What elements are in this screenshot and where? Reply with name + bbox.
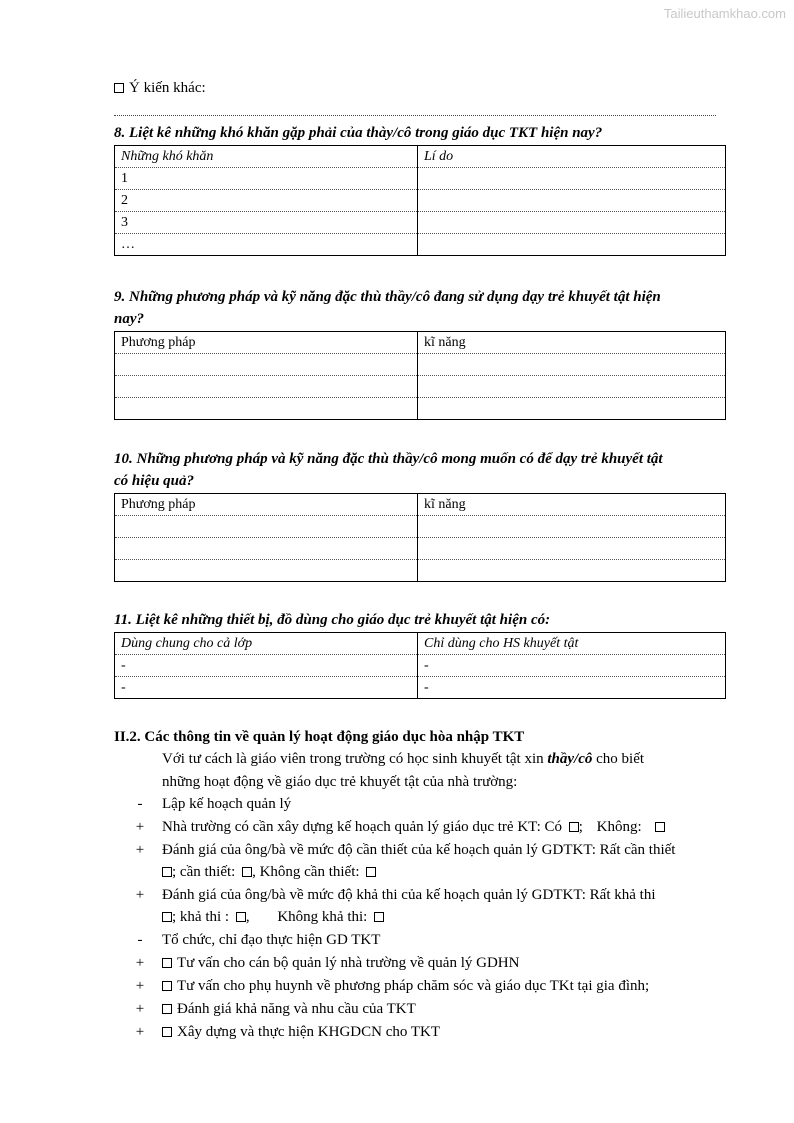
q8-reason-cell[interactable] [418, 212, 726, 234]
q11-title: 11. Liệt kê những thiết bị, đồ dùng cho giáo dục trẻ khuyết tật hiện có: [114, 612, 551, 628]
item-organize: Tổ chức, chỉ đạo thực hiện GD TKT [162, 932, 381, 948]
checkbox-icon[interactable] [236, 912, 246, 922]
intro-emphasis: thầy/cô [547, 751, 593, 767]
q9-table [114, 331, 726, 420]
org-item-text: Xây dựng và thực hiện KHGDCN cho TKT [177, 1024, 441, 1040]
eval-need-line1: Đánh giá của ông/bà về mức độ cần thiết của kế hoạch quản lý GDTKT: Rất cần thiết [162, 842, 676, 858]
q11-header-disabled-only: Chỉ dùng cho HS khuyết tật [418, 633, 726, 655]
org-item [162, 955, 519, 972]
q8-title: 8. Liệt kê những khó khăn gặp phải của thày/cô trong giáo dục TKT hiện nay? [114, 125, 603, 141]
q9-header-method: Phương pháp [115, 332, 418, 354]
checkbox-icon[interactable] [162, 912, 172, 922]
checkbox-icon[interactable] [162, 981, 172, 991]
table-row [115, 655, 726, 677]
section-title: II.2. Các thông tin về quản lý hoạt động giáo dục hòa nhập TKT [114, 729, 525, 745]
q9-title-line2: nay? [114, 311, 144, 327]
table-row [115, 234, 726, 256]
q9-method-cell[interactable] [115, 354, 418, 376]
q10-method-cell[interactable] [115, 538, 418, 560]
plan-need-text: Nhà trường có cần xây dựng kế hoạch quản lý giáo dục trẻ KT: Có [162, 819, 562, 835]
plan-need-line: Nhà trường có cần xây dựng kế hoạch quản lý giáo dục trẻ KT: Có ; Không: [162, 819, 665, 836]
q11-table [114, 632, 726, 699]
table-row [115, 190, 726, 212]
org-item-text: Đánh giá khả năng và nhu cầu của TKT [177, 1001, 416, 1017]
intro-text: Với tư cách là giáo viên trong trường có học sinh khuyết tật xin [162, 751, 548, 767]
eval-need-text: , Không cần thiết: [252, 864, 360, 880]
table-row [115, 516, 726, 538]
table-row [115, 376, 726, 398]
other-opinion-line [114, 80, 206, 97]
q10-method-cell[interactable] [115, 516, 418, 538]
checkbox-icon[interactable] [162, 1004, 172, 1014]
q9-method-cell[interactable] [115, 398, 418, 420]
dash-marker: - [137, 932, 143, 948]
checkbox-icon[interactable] [242, 867, 252, 877]
q11-shared-cell[interactable]: - [115, 655, 418, 677]
checkbox-icon[interactable] [162, 958, 172, 968]
checkbox-icon[interactable] [162, 1027, 172, 1037]
table-row [115, 560, 726, 582]
org-item [162, 1024, 440, 1041]
plus-marker: + [135, 819, 145, 835]
item-plan: Lập kế hoạch quản lý [162, 796, 292, 812]
watermark: Tailieuthamkhao.com [663, 6, 786, 21]
q8-table [114, 145, 726, 256]
q11-disabled-cell[interactable]: - [418, 655, 726, 677]
q8-row-number[interactable]: 3 [115, 212, 418, 234]
q10-title-line1: 10. Những phương pháp và kỹ năng đặc thù thầy/cô mong muốn có để dạy trẻ khuyết tật [114, 451, 663, 467]
checkbox-icon[interactable] [366, 867, 376, 877]
plus-marker: + [135, 887, 145, 903]
q10-table [114, 493, 726, 582]
plus-marker: + [135, 1024, 145, 1040]
q9-header-skill: kĩ năng [418, 332, 726, 354]
intro-text: cho biết [592, 751, 645, 767]
org-item [162, 1001, 416, 1018]
section-intro-line1 [162, 751, 644, 768]
dash-marker: - [137, 796, 143, 812]
org-item [162, 978, 649, 995]
q9-title-line1: 9. Những phương pháp và kỹ năng đặc thù thầy/cô đang sử dụng dạy trẻ khuyết tật hiện [114, 289, 661, 305]
checkbox-icon[interactable] [569, 822, 579, 832]
q8-reason-cell[interactable] [418, 168, 726, 190]
q10-method-cell[interactable] [115, 560, 418, 582]
plan-no-text: Không: [596, 819, 642, 835]
table-row [115, 677, 726, 699]
eval-feas-text: , [245, 909, 250, 925]
section-intro-line2: những hoạt động về giáo dục trẻ khuyết tật của nhà trường: [162, 774, 518, 790]
q8-header-difficulty: Những khó khăn [115, 146, 418, 168]
q10-header-method: Phương pháp [115, 494, 418, 516]
plus-marker: + [135, 842, 145, 858]
q10-header-skill: kĩ năng [418, 494, 726, 516]
eval-feasibility-line2 [162, 909, 384, 926]
table-row [115, 212, 726, 234]
q8-row-number[interactable]: 2 [115, 190, 418, 212]
org-item-text: Tư vấn cho cán bộ quản lý nhà trường về quản lý GDHN [177, 955, 520, 971]
q9-skill-cell[interactable] [418, 398, 726, 420]
q8-reason-cell[interactable] [418, 190, 726, 212]
q10-title-line2: có hiệu quả? [114, 473, 195, 489]
q11-shared-cell[interactable]: - [115, 677, 418, 699]
checkbox-icon[interactable] [114, 83, 124, 93]
q9-method-cell[interactable] [115, 376, 418, 398]
checkbox-icon[interactable] [374, 912, 384, 922]
q10-skill-cell[interactable] [418, 516, 726, 538]
q9-skill-cell[interactable] [418, 354, 726, 376]
table-row [115, 538, 726, 560]
plus-marker: + [135, 1001, 145, 1017]
q11-header-shared: Dùng chung cho cả lớp [115, 633, 418, 655]
table-row [115, 354, 726, 376]
eval-feas-text: ; khả thi : [172, 909, 230, 925]
org-item-text: Tư vấn cho phụ huynh về phương pháp chăm sóc và giáo dục TKt tại gia đình; [177, 978, 650, 994]
q11-disabled-cell[interactable]: - [418, 677, 726, 699]
answer-dotted-line [114, 115, 716, 116]
eval-feasibility-line1: Đánh giá của ông/bà về mức độ khả thi của kế hoạch quản lý GDTKT: Rất khả thi [162, 887, 656, 903]
q10-skill-cell[interactable] [418, 560, 726, 582]
plus-marker: + [135, 978, 145, 994]
table-row [115, 398, 726, 420]
eval-feas-text: Không khả thi: [277, 909, 368, 925]
other-opinion-label: Ý kiến khác: [129, 80, 206, 96]
eval-need-line2 [162, 864, 376, 881]
eval-need-text: ; cần thiết: [172, 864, 236, 880]
q9-skill-cell[interactable] [418, 376, 726, 398]
checkbox-icon[interactable] [162, 867, 172, 877]
q8-header-reason: Lí do [418, 146, 726, 168]
table-row [115, 168, 726, 190]
plus-marker: + [135, 955, 145, 971]
checkbox-icon[interactable] [655, 822, 665, 832]
q8-row-number[interactable]: 1 [115, 168, 418, 190]
q8-reason-cell[interactable] [418, 234, 726, 256]
q8-row-number[interactable]: … [115, 234, 418, 256]
q10-skill-cell[interactable] [418, 538, 726, 560]
